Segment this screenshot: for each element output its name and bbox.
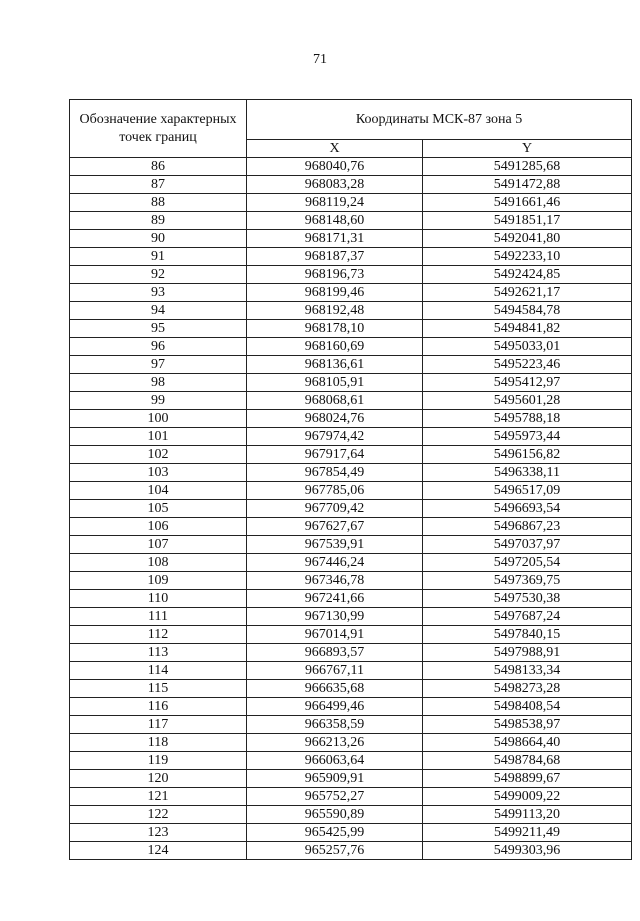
point-column-header: Обозначение характерных точек границ [70, 100, 247, 158]
x-coordinate-cell: 967974,42 [247, 428, 423, 446]
point-cell: 121 [70, 788, 247, 806]
point-cell: 113 [70, 644, 247, 662]
point-cell: 97 [70, 356, 247, 374]
point-cell: 87 [70, 176, 247, 194]
x-coordinate-cell: 968024,76 [247, 410, 423, 428]
y-coordinate-cell: 5491472,88 [423, 176, 632, 194]
point-cell: 89 [70, 212, 247, 230]
x-coordinate-cell: 966358,59 [247, 716, 423, 734]
point-cell: 95 [70, 320, 247, 338]
table-row [70, 770, 632, 788]
x-coordinate-cell: 967627,67 [247, 518, 423, 536]
point-cell: 91 [70, 248, 247, 266]
y-coordinate-cell: 5492041,80 [423, 230, 632, 248]
y-coordinate-cell: 5495412,97 [423, 374, 632, 392]
y-coordinate-cell: 5495601,28 [423, 392, 632, 410]
y-coordinate-cell: 5495033,01 [423, 338, 632, 356]
table-row [70, 446, 632, 464]
x-coordinate-cell: 967446,24 [247, 554, 423, 572]
y-coordinate-cell: 5496517,09 [423, 482, 632, 500]
point-cell: 98 [70, 374, 247, 392]
point-cell: 123 [70, 824, 247, 842]
x-coordinate-cell: 966635,68 [247, 680, 423, 698]
table-row [70, 824, 632, 842]
x-coordinate-cell: 968119,24 [247, 194, 423, 212]
point-cell: 94 [70, 302, 247, 320]
x-coordinate-cell: 968187,37 [247, 248, 423, 266]
x-coordinate-cell: 966893,57 [247, 644, 423, 662]
y-coordinate-cell: 5497037,97 [423, 536, 632, 554]
y-coordinate-cell: 5496867,23 [423, 518, 632, 536]
x-coordinate-cell: 965425,99 [247, 824, 423, 842]
x-coordinate-cell: 968196,73 [247, 266, 423, 284]
x-coordinate-cell: 966063,64 [247, 752, 423, 770]
y-coordinate-cell: 5495973,44 [423, 428, 632, 446]
y-coordinate-cell: 5498273,28 [423, 680, 632, 698]
x-coordinate-cell: 968136,61 [247, 356, 423, 374]
y-coordinate-cell: 5498538,97 [423, 716, 632, 734]
x-coordinate-cell: 965752,27 [247, 788, 423, 806]
y-coordinate-cell: 5498664,40 [423, 734, 632, 752]
table-row [70, 392, 632, 410]
point-cell: 122 [70, 806, 247, 824]
x-coordinate-cell: 968199,46 [247, 284, 423, 302]
y-coordinate-cell: 5497988,91 [423, 644, 632, 662]
table-row [70, 320, 632, 338]
x-coordinate-cell: 965590,89 [247, 806, 423, 824]
y-column-header: Y [423, 140, 632, 158]
y-coordinate-cell: 5492621,17 [423, 284, 632, 302]
point-cell: 117 [70, 716, 247, 734]
table-row [70, 284, 632, 302]
y-coordinate-cell: 5498408,54 [423, 698, 632, 716]
point-cell: 116 [70, 698, 247, 716]
point-cell: 101 [70, 428, 247, 446]
point-cell: 120 [70, 770, 247, 788]
x-coordinate-cell: 967539,91 [247, 536, 423, 554]
x-coordinate-cell: 968105,91 [247, 374, 423, 392]
point-cell: 102 [70, 446, 247, 464]
table-row [70, 554, 632, 572]
table-row [70, 644, 632, 662]
y-coordinate-cell: 5494584,78 [423, 302, 632, 320]
table-row [70, 176, 632, 194]
x-coordinate-cell: 968171,31 [247, 230, 423, 248]
table-row [70, 212, 632, 230]
coordinates-column-header: Координаты МСК-87 зона 5 [247, 100, 632, 140]
table-row [70, 590, 632, 608]
x-coordinate-cell: 966767,11 [247, 662, 423, 680]
point-cell: 90 [70, 230, 247, 248]
x-coordinate-cell: 967130,99 [247, 608, 423, 626]
point-cell: 100 [70, 410, 247, 428]
point-cell: 93 [70, 284, 247, 302]
y-coordinate-cell: 5492233,10 [423, 248, 632, 266]
x-coordinate-cell: 967241,66 [247, 590, 423, 608]
table-row [70, 302, 632, 320]
y-coordinate-cell: 5495788,18 [423, 410, 632, 428]
table-row [70, 374, 632, 392]
table-row [70, 356, 632, 374]
x-coordinate-cell: 966213,26 [247, 734, 423, 752]
x-coordinate-cell: 968040,76 [247, 158, 423, 176]
table-row [70, 500, 632, 518]
x-column-header: X [247, 140, 423, 158]
y-coordinate-cell: 5497530,38 [423, 590, 632, 608]
x-coordinate-cell: 965909,91 [247, 770, 423, 788]
y-coordinate-cell: 5492424,85 [423, 266, 632, 284]
point-cell: 104 [70, 482, 247, 500]
x-coordinate-cell: 967346,78 [247, 572, 423, 590]
coordinates-table [69, 99, 632, 860]
page-number: 71 [313, 52, 327, 67]
table-row [70, 248, 632, 266]
table-row [70, 194, 632, 212]
x-coordinate-cell: 968178,10 [247, 320, 423, 338]
y-coordinate-cell: 5499211,49 [423, 824, 632, 842]
table-row [70, 626, 632, 644]
point-cell: 96 [70, 338, 247, 356]
y-coordinate-cell: 5497840,15 [423, 626, 632, 644]
table-row [70, 698, 632, 716]
table-row [70, 752, 632, 770]
table-row [70, 158, 632, 176]
table-row [70, 518, 632, 536]
table-row [70, 806, 632, 824]
point-cell: 115 [70, 680, 247, 698]
y-coordinate-cell: 5491661,46 [423, 194, 632, 212]
y-coordinate-cell: 5494841,82 [423, 320, 632, 338]
x-coordinate-cell: 967917,64 [247, 446, 423, 464]
x-coordinate-cell: 968160,69 [247, 338, 423, 356]
table-row [70, 464, 632, 482]
table-row [70, 338, 632, 356]
y-coordinate-cell: 5491285,68 [423, 158, 632, 176]
table-row [70, 608, 632, 626]
y-coordinate-cell: 5497369,75 [423, 572, 632, 590]
y-coordinate-cell: 5491851,17 [423, 212, 632, 230]
y-coordinate-cell: 5497205,54 [423, 554, 632, 572]
y-coordinate-cell: 5498784,68 [423, 752, 632, 770]
table-header [70, 100, 632, 158]
point-cell: 112 [70, 626, 247, 644]
y-coordinate-cell: 5495223,46 [423, 356, 632, 374]
point-cell: 92 [70, 266, 247, 284]
point-cell: 118 [70, 734, 247, 752]
table-row [70, 680, 632, 698]
point-cell: 88 [70, 194, 247, 212]
point-cell: 124 [70, 842, 247, 860]
x-coordinate-cell: 965257,76 [247, 842, 423, 860]
x-coordinate-cell: 967014,91 [247, 626, 423, 644]
y-coordinate-cell: 5496156,82 [423, 446, 632, 464]
table-row [70, 662, 632, 680]
table-row [70, 572, 632, 590]
y-coordinate-cell: 5498899,67 [423, 770, 632, 788]
table-row [70, 410, 632, 428]
table-header-row [70, 100, 632, 140]
x-coordinate-cell: 967854,49 [247, 464, 423, 482]
x-coordinate-cell: 967785,06 [247, 482, 423, 500]
table-body [70, 158, 632, 860]
point-cell: 103 [70, 464, 247, 482]
point-cell: 99 [70, 392, 247, 410]
y-coordinate-cell: 5499009,22 [423, 788, 632, 806]
table-row [70, 716, 632, 734]
point-cell: 107 [70, 536, 247, 554]
point-cell: 108 [70, 554, 247, 572]
table-row [70, 482, 632, 500]
y-coordinate-cell: 5496693,54 [423, 500, 632, 518]
table-row [70, 734, 632, 752]
point-cell: 110 [70, 590, 247, 608]
table-row [70, 428, 632, 446]
point-cell: 106 [70, 518, 247, 536]
y-coordinate-cell: 5497687,24 [423, 608, 632, 626]
table-row [70, 842, 632, 860]
point-cell: 105 [70, 500, 247, 518]
x-coordinate-cell: 968192,48 [247, 302, 423, 320]
x-coordinate-cell: 968148,60 [247, 212, 423, 230]
point-cell: 109 [70, 572, 247, 590]
point-cell: 114 [70, 662, 247, 680]
table-row [70, 230, 632, 248]
table-row [70, 788, 632, 806]
y-coordinate-cell: 5499303,96 [423, 842, 632, 860]
y-coordinate-cell: 5496338,11 [423, 464, 632, 482]
point-cell: 119 [70, 752, 247, 770]
y-coordinate-cell: 5499113,20 [423, 806, 632, 824]
x-coordinate-cell: 967709,42 [247, 500, 423, 518]
x-coordinate-cell: 968068,61 [247, 392, 423, 410]
x-coordinate-cell: 966499,46 [247, 698, 423, 716]
table-row [70, 536, 632, 554]
point-cell: 86 [70, 158, 247, 176]
x-coordinate-cell: 968083,28 [247, 176, 423, 194]
y-coordinate-cell: 5498133,34 [423, 662, 632, 680]
table-row [70, 266, 632, 284]
point-cell: 111 [70, 608, 247, 626]
